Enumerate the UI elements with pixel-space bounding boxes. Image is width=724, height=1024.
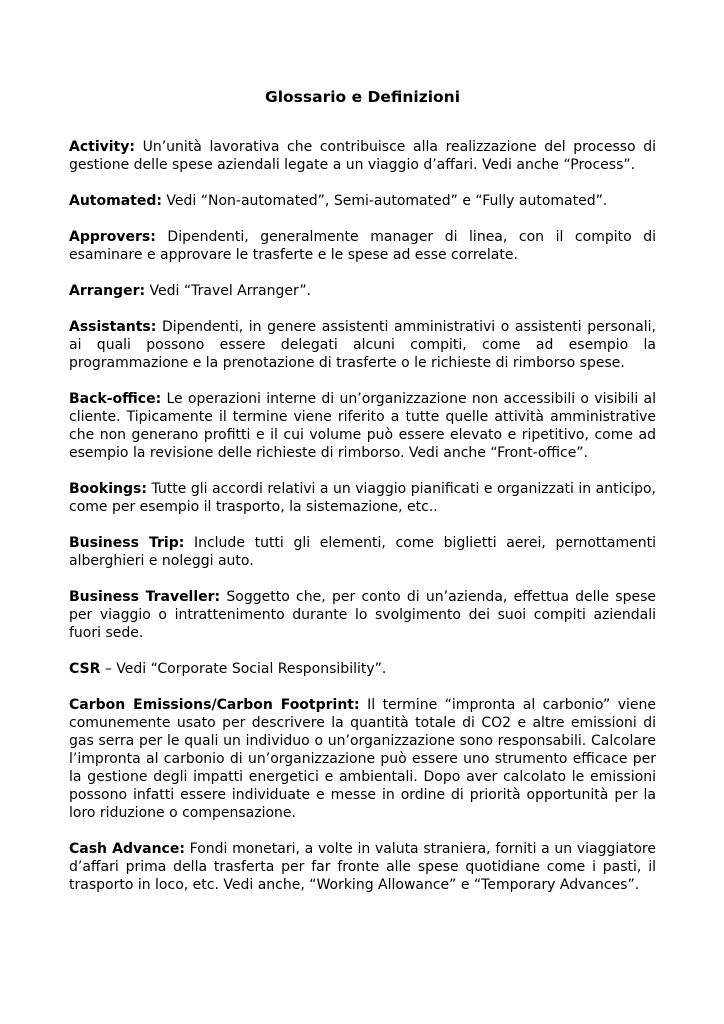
entry-term: Bookings: xyxy=(69,481,147,497)
entry-definition: Dipendenti, generalmente manager di linea, con il compito di esaminare e approvare le trasferte e le spese ad esse correlate. xyxy=(69,229,656,263)
entry-definition: Tutte gli accordi relativi a un viaggio pianificati e organizzati in anticipo, come per esempio il trasporto, la sistemazione, etc.. xyxy=(69,481,656,515)
glossary-entry-automated xyxy=(69,192,656,210)
entry-definition: Include tutti gli elementi, come biglietti aerei, pernottamenti alberghieri e noleggi auto. xyxy=(69,535,656,569)
glossary-entry-cash-advance xyxy=(69,840,656,894)
entry-definition: Dipendenti, in genere assistenti amministrativi o assistenti personali, ai quali possono essere delegati alcuni compiti, come ad esempio la programmazione e la prenotazione di trasferte o le richieste di rimborso spese. xyxy=(69,319,656,371)
entry-term: Automated: xyxy=(69,193,162,209)
entry-term: Carbon Emissions/Carbon Footprint: xyxy=(69,697,360,713)
entry-definition: Vedi “Non-automated”, Semi-automated” e “Fully automated”. xyxy=(166,193,608,209)
entry-definition: Soggetto che, per conto di un’azienda, effettua delle spese per viaggio o intrattenimento durante lo svolgimento dei suoi compiti aziendali fuori sede. xyxy=(69,589,657,641)
glossary-entry-activity xyxy=(69,138,656,174)
document-page xyxy=(69,86,656,912)
glossary-entry-arranger xyxy=(69,282,656,300)
entry-term: Business Trip: xyxy=(69,535,185,551)
glossary-entry-carbon-emissions xyxy=(69,696,656,822)
entry-definition: – Vedi “Corporate Social Responsibility”. xyxy=(104,661,387,677)
entry-definition: Le operazioni interne di un’organizzazione non accessibili o visibili al cliente. Tipicamente il termine viene riferito a tutte quelle attività amministrative che non generano profitti e il cui volume può essere elevato e ripetitivo, come ad esempio la revisione delle richieste di rimborso. Vedi anche “Front-office”. xyxy=(69,391,656,461)
entry-term: Back-office: xyxy=(69,391,162,407)
entry-definition: Il termine “impronta al carbonio” viene comunemente usato per descrivere la quantità totale di CO2 e altre emissioni di gas serra per le quali un individuo o un’organizzazione sono responsabili. Calcolare l’impronta al carbonio di un’organizzazione può essere uno strumento efficace per la gestione degli impatti energetici e ambientali. Dopo aver calcolato le emissioni possono infatti essere individuate e messe in ordine di priorità opportunità per la loro riduzione o compensazione. xyxy=(69,697,656,821)
glossary-entry-business-traveller xyxy=(69,588,656,642)
entry-term: Business Traveller: xyxy=(69,589,221,605)
glossary-entry-csr xyxy=(69,660,656,678)
glossary-entry-bookings xyxy=(69,480,656,516)
entry-term: Arranger: xyxy=(69,283,146,299)
glossary-entry-back-office xyxy=(69,390,656,462)
entry-term: Cash Advance: xyxy=(69,841,185,857)
entry-definition: Un’unità lavorativa che contribuisce alla realizzazione del processo di gestione delle spese aziendali legate a un viaggio d’affari. Vedi anche “Process”. xyxy=(69,139,657,173)
page-title: Glossario e Definizioni xyxy=(264,88,461,106)
entry-definition: Fondi monetari, a volte in valuta straniera, forniti a un viaggiatore d’affari prima della trasferta per far fronte alle spese quotidiane come i pasti, il trasporto in loco, etc. Vedi anche, “Working Allowance” e “Temporary Advances”. xyxy=(69,841,656,893)
glossary-entry-approvers xyxy=(69,228,656,264)
glossary-entry-business-trip xyxy=(69,534,656,570)
entry-term: Assistants: xyxy=(69,319,157,335)
entry-term: Activity: xyxy=(69,139,135,155)
entry-term: Approvers: xyxy=(69,229,156,245)
entry-definition: Vedi “Travel Arranger”. xyxy=(149,283,312,299)
glossary-entry-assistants xyxy=(69,318,656,372)
entry-term: CSR xyxy=(69,661,101,677)
